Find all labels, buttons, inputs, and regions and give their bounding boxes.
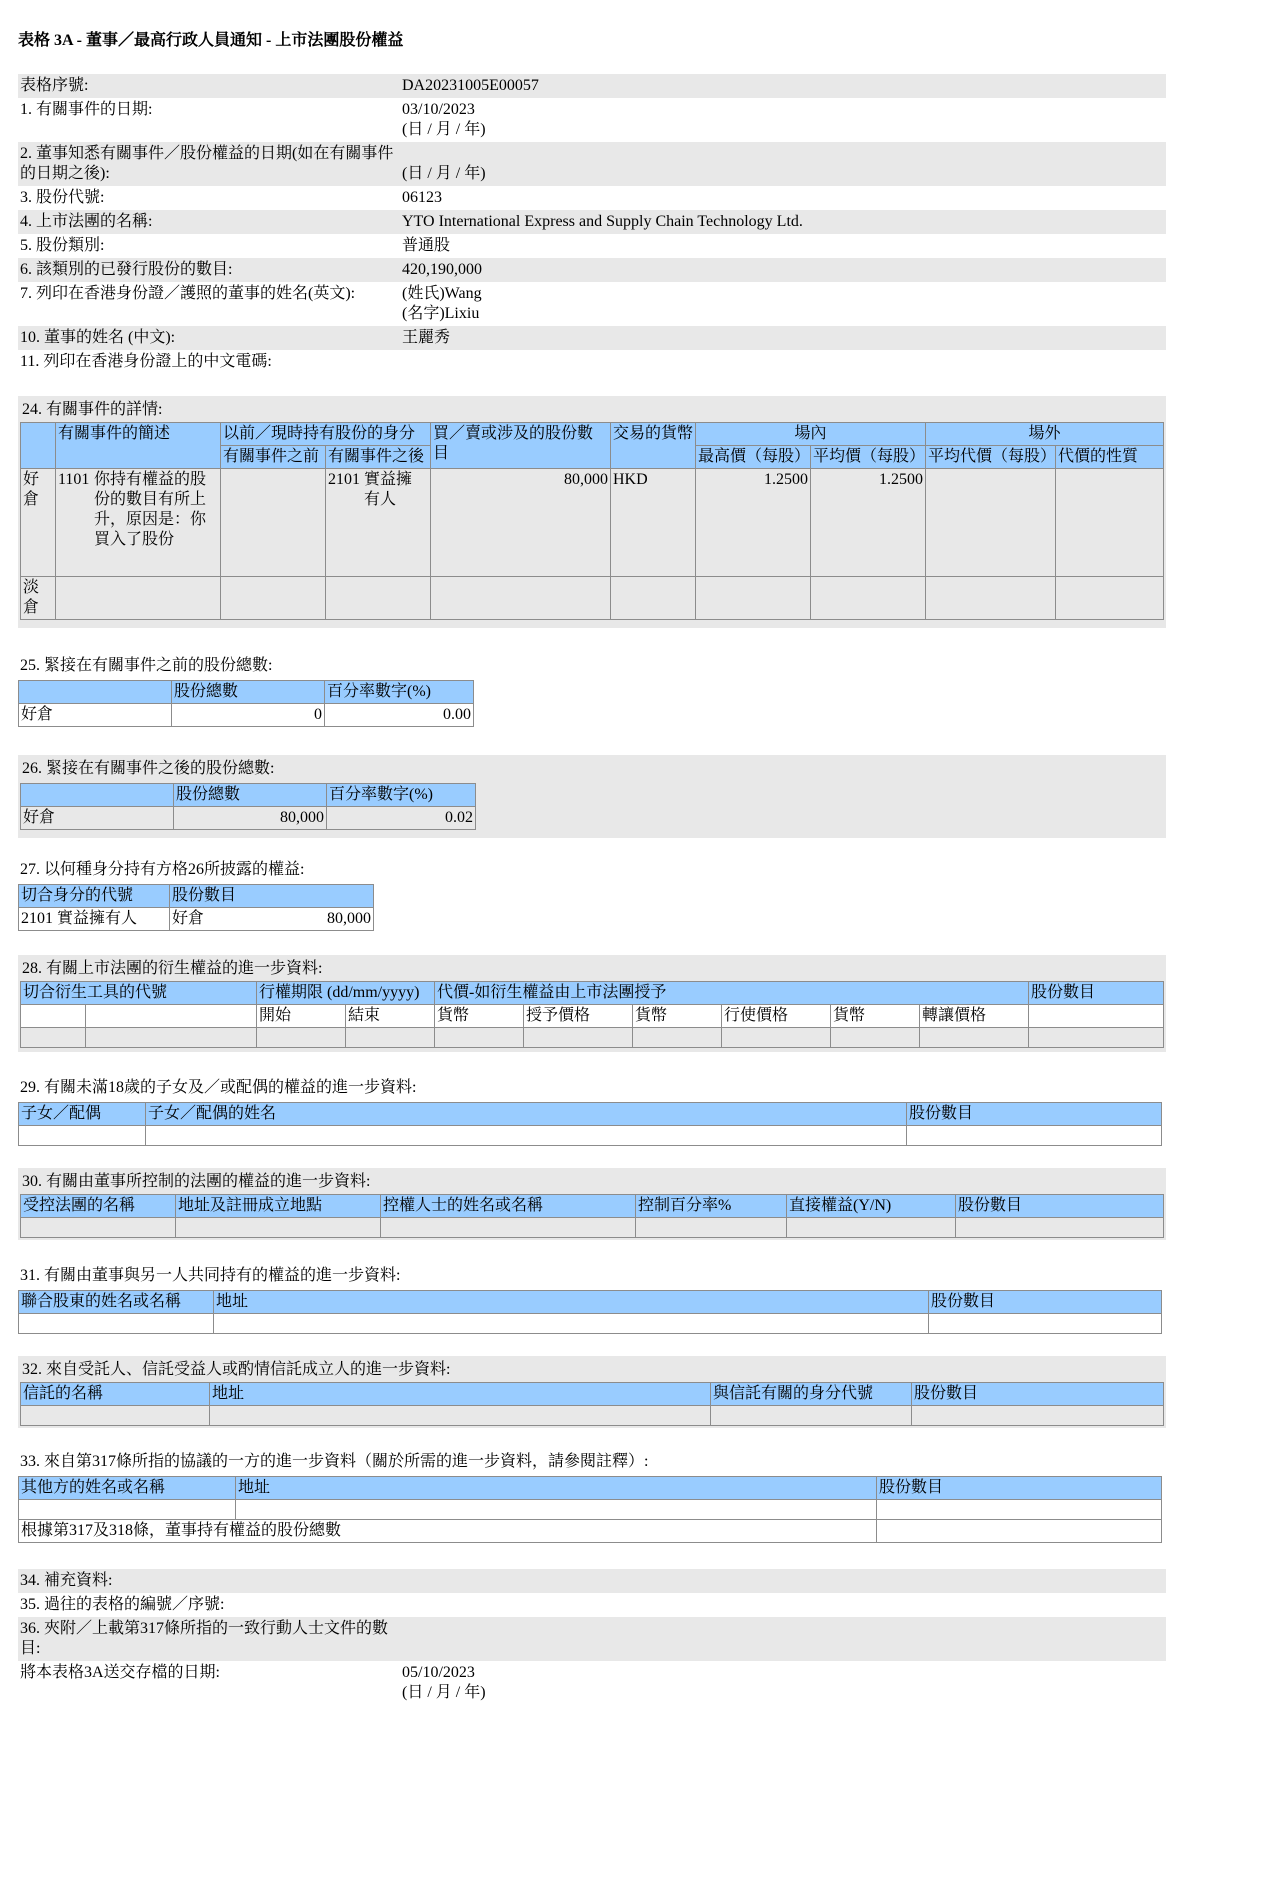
shares-header: 股份數目 <box>877 1477 1162 1500</box>
percentage-value: 0.00 <box>325 704 474 727</box>
section-heading: 31. 有關由董事與另一人共同持有的權益的進一步資料: <box>20 1267 401 1284</box>
avg-price-header: 平均價（每股） <box>811 446 926 469</box>
control-pct-header: 控制百分率% <box>636 1195 787 1218</box>
info-row <box>18 74 1166 98</box>
section-32 <box>18 1356 1166 1428</box>
info-label: 6. 該類別的已發行股份的數目: <box>18 258 400 282</box>
section-25 <box>18 654 1166 727</box>
info-value: 普通股 <box>402 237 451 254</box>
capacity-text: 實益擁有人 <box>364 471 413 508</box>
info-value <box>400 1593 1166 1617</box>
position-label: 好倉 <box>21 469 56 577</box>
percentage-value: 0.02 <box>327 807 476 830</box>
info-value <box>400 1617 1166 1661</box>
on-exchange-header: 場內 <box>696 423 926 446</box>
event-code: 1101 <box>58 471 90 488</box>
section-29 <box>18 1076 1166 1146</box>
section-heading: 27. 以何種身分持有方格26所披露的權益: <box>20 861 305 878</box>
position-label: 好倉 <box>170 908 235 931</box>
total-shares-value: 0 <box>172 704 325 727</box>
currency-header: 交易的貨幣 <box>611 423 696 469</box>
long-row <box>21 469 1164 577</box>
section-heading: 32. 來自受託人、信託受益人或酌情信託成立人的進一步資料: <box>22 1361 451 1378</box>
consideration-header: 代價-如衍生權益由上市法團授予 <box>435 982 1029 1005</box>
shares-header: 股份數目 <box>912 1383 1164 1406</box>
other-party-header: 其他方的姓名或名稱 <box>19 1477 236 1500</box>
info-value <box>400 98 1166 142</box>
info-label: 35. 過往的表格的編號／序號: <box>20 1596 225 1613</box>
nature-header: 代價的性質 <box>1056 446 1164 469</box>
pos-header <box>21 423 56 469</box>
percentage-header: 百分率數字(%) <box>325 681 474 704</box>
nature-value <box>1056 469 1164 577</box>
s317-total-value <box>877 1520 1162 1543</box>
date-value <box>402 144 1164 164</box>
direct-interest-header: 直接權益(Y/N) <box>787 1195 956 1218</box>
child-spouse-table <box>18 1102 1162 1146</box>
info-value: 06123 <box>402 189 442 206</box>
corp-name-header: 受控法團的名稱 <box>21 1195 176 1218</box>
section-26 <box>18 755 1166 838</box>
derivative-code-header: 切合衍生工具的代號 <box>21 982 257 1005</box>
controlled-corp-table <box>20 1194 1164 1238</box>
info-table <box>18 74 1166 374</box>
info-value <box>400 1569 1166 1593</box>
given-name: (名字)Lixiu <box>402 305 480 322</box>
shares-header: 股份數目 <box>1029 982 1164 1005</box>
s317-table <box>18 1476 1162 1543</box>
event-details-table <box>20 422 1164 620</box>
form-page <box>18 30 1168 1705</box>
info-label: 7. 列印在香港身份證／護照的董事的姓名(英文): <box>20 285 356 302</box>
section-27 <box>18 858 1166 931</box>
capacity-code-value: 2101 實益擁有人 <box>19 908 170 931</box>
position-label: 淡倉 <box>21 577 56 620</box>
date-value: 03/10/2023 <box>402 101 475 118</box>
section-31 <box>18 1264 1166 1334</box>
joint-holder-table <box>18 1290 1162 1334</box>
capacity-code-header: 切合身分的代號 <box>19 885 170 908</box>
info-value <box>400 282 1166 326</box>
total-shares-header: 股份總數 <box>174 784 327 807</box>
before-total-table <box>18 680 474 727</box>
capacity-header: 以前／現時持有股份的身分 <box>221 423 431 446</box>
shares-header: 股份數目 <box>956 1195 1164 1218</box>
joint-holder-header: 聯合股東的姓名或名稱 <box>19 1291 214 1314</box>
address-header: 地址 <box>210 1383 711 1406</box>
info-label: 2. 董事知悉有關事件／股份權益的日期(如在有關事件的日期之後): <box>18 142 400 186</box>
trust-table <box>20 1382 1164 1426</box>
section-heading: 33. 來自第317條所指的協議的一方的進一步資料（關於所需的進一步資料，請參閱註釋）: <box>20 1453 649 1470</box>
info-row <box>18 98 1166 142</box>
end-header: 結束 <box>346 1005 435 1028</box>
total-shares-header: 股份總數 <box>172 681 325 704</box>
currency-header: 貨幣 <box>831 1005 920 1028</box>
shares-value: 80,000 <box>431 469 611 577</box>
info-label: 表格序號: <box>18 74 400 98</box>
info-label: 4. 上市法團的名稱: <box>18 210 400 234</box>
info-row <box>18 186 1166 210</box>
info-row <box>18 1617 1166 1661</box>
info-row <box>18 326 1166 350</box>
derivative-table <box>20 981 1164 1048</box>
section-28 <box>18 955 1166 1052</box>
info-label: 36. 夾附／上載第317條所指的一致行動人士文件的數目: <box>18 1617 400 1661</box>
desc-header: 有關事件的簡述 <box>56 423 221 469</box>
shares-header: 股份數目 <box>170 885 374 908</box>
section-heading: 30. 有關由董事所控制的法團的權益的進一步資料: <box>22 1173 371 1190</box>
trust-name-header: 信託的名稱 <box>21 1383 210 1406</box>
shares-header: 股份數目 <box>907 1103 1162 1126</box>
info-label: 3. 股份代號: <box>20 189 105 206</box>
info-label: 10. 董事的姓名 (中文): <box>18 326 400 350</box>
info-value: 王麗秀 <box>400 326 1166 350</box>
currency-header: 貨幣 <box>435 1005 524 1028</box>
section-30 <box>18 1168 1166 1240</box>
address-header: 地址 <box>236 1477 877 1500</box>
info-label: 11. 列印在香港身份證上的中文電碼: <box>20 353 272 370</box>
info-row <box>18 1661 1166 1705</box>
event-text: 你持有權益的股份的數目有所上升，原因是：你買入了股份 <box>94 471 207 548</box>
before-header: 有關事件之前 <box>221 446 326 469</box>
info-label: 將本表格3A送交存檔的日期: <box>20 1664 221 1681</box>
position-label: 好倉 <box>21 807 174 830</box>
after-total-table <box>20 783 476 830</box>
child-spouse-header: 子女／配偶 <box>19 1103 146 1126</box>
date-format: (日 / 月 / 年) <box>402 165 486 182</box>
section-heading: 28. 有關上市法團的衍生權益的進一步資料: <box>22 960 323 977</box>
info-value: YTO International Express and Supply Chain Technology Ltd. <box>400 210 1166 234</box>
info-label: 1. 有關事件的日期: <box>20 101 153 118</box>
address-header: 地址及註冊成立地點 <box>176 1195 381 1218</box>
event-desc <box>56 469 221 577</box>
info-row <box>18 282 1166 326</box>
exercise-period-header: 行權期限 (dd/mm/yyyy) <box>257 982 435 1005</box>
avg-price-value: 1.2500 <box>811 469 926 577</box>
transfer-price-header: 轉讓價格 <box>920 1005 1029 1028</box>
total-shares-value: 80,000 <box>174 807 327 830</box>
short-row <box>21 577 1164 620</box>
form-title: 表格 3A - 董事／最高行政人員通知 - 上市法團股份權益 <box>18 32 404 49</box>
info-label: 5. 股份類別: <box>20 237 105 254</box>
exercise-price-header: 行使價格 <box>722 1005 831 1028</box>
before-capacity <box>221 469 326 577</box>
position-label: 好倉 <box>19 704 172 727</box>
trust-capacity-header: 與信託有關的身分代號 <box>711 1383 912 1406</box>
shares-value: 80,000 <box>234 908 374 931</box>
info-value: 420,190,000 <box>400 258 1166 282</box>
controller-header: 控權人士的姓名或名稱 <box>381 1195 636 1218</box>
section-heading: 29. 有關未滿18歲的子女及／或配偶的權益的進一步資料: <box>20 1079 417 1096</box>
info-value: DA20231005E00057 <box>400 74 1166 98</box>
currency-header: 貨幣 <box>633 1005 722 1028</box>
info-row <box>18 258 1166 282</box>
info-value <box>400 142 1166 186</box>
max-price-header: 最高價（每股） <box>696 446 811 469</box>
capacity-code: 2101 <box>328 471 360 488</box>
off-avg-value <box>926 469 1056 577</box>
info-label: 34. 補充資料: <box>18 1569 400 1593</box>
currency-value: HKD <box>611 469 696 577</box>
off-avg-header: 平均代價（每股） <box>926 446 1056 469</box>
info-row <box>18 350 1166 374</box>
info-value <box>400 1661 1166 1705</box>
info-row <box>18 142 1166 186</box>
capacity-table <box>18 884 374 931</box>
section-24 <box>18 396 1166 628</box>
info-row <box>18 210 1166 234</box>
section-33 <box>18 1450 1166 1543</box>
date-format: (日 / 月 / 年) <box>402 1684 486 1701</box>
section-heading: 25. 緊接在有關事件之前的股份總數: <box>20 657 273 674</box>
start-header: 開始 <box>257 1005 346 1028</box>
address-header: 地址 <box>214 1291 929 1314</box>
section-heading: 24. 有關事件的詳情: <box>22 401 163 418</box>
off-exchange-header: 場外 <box>926 423 1164 446</box>
info-row <box>18 1593 1166 1617</box>
s317-total-label: 根據第317及318條，董事持有權益的股份總數 <box>19 1520 877 1543</box>
shares-header: 買／賣或涉及的股份數目 <box>431 423 611 469</box>
info-row <box>18 234 1166 258</box>
footer-table <box>18 1569 1166 1705</box>
after-capacity <box>326 469 431 577</box>
filing-date: 05/10/2023 <box>402 1664 475 1681</box>
section-heading: 26. 緊接在有關事件之後的股份總數: <box>22 760 275 777</box>
grant-price-header: 授予價格 <box>524 1005 633 1028</box>
shares-header: 股份數目 <box>929 1291 1162 1314</box>
max-price-value: 1.2500 <box>696 469 811 577</box>
child-spouse-name-header: 子女／配偶的姓名 <box>146 1103 907 1126</box>
date-format: (日 / 月 / 年) <box>402 121 486 138</box>
surname: (姓氏)Wang <box>402 285 482 302</box>
after-header: 有關事件之後 <box>326 446 431 469</box>
percentage-header: 百分率數字(%) <box>327 784 476 807</box>
info-row <box>18 1569 1166 1593</box>
